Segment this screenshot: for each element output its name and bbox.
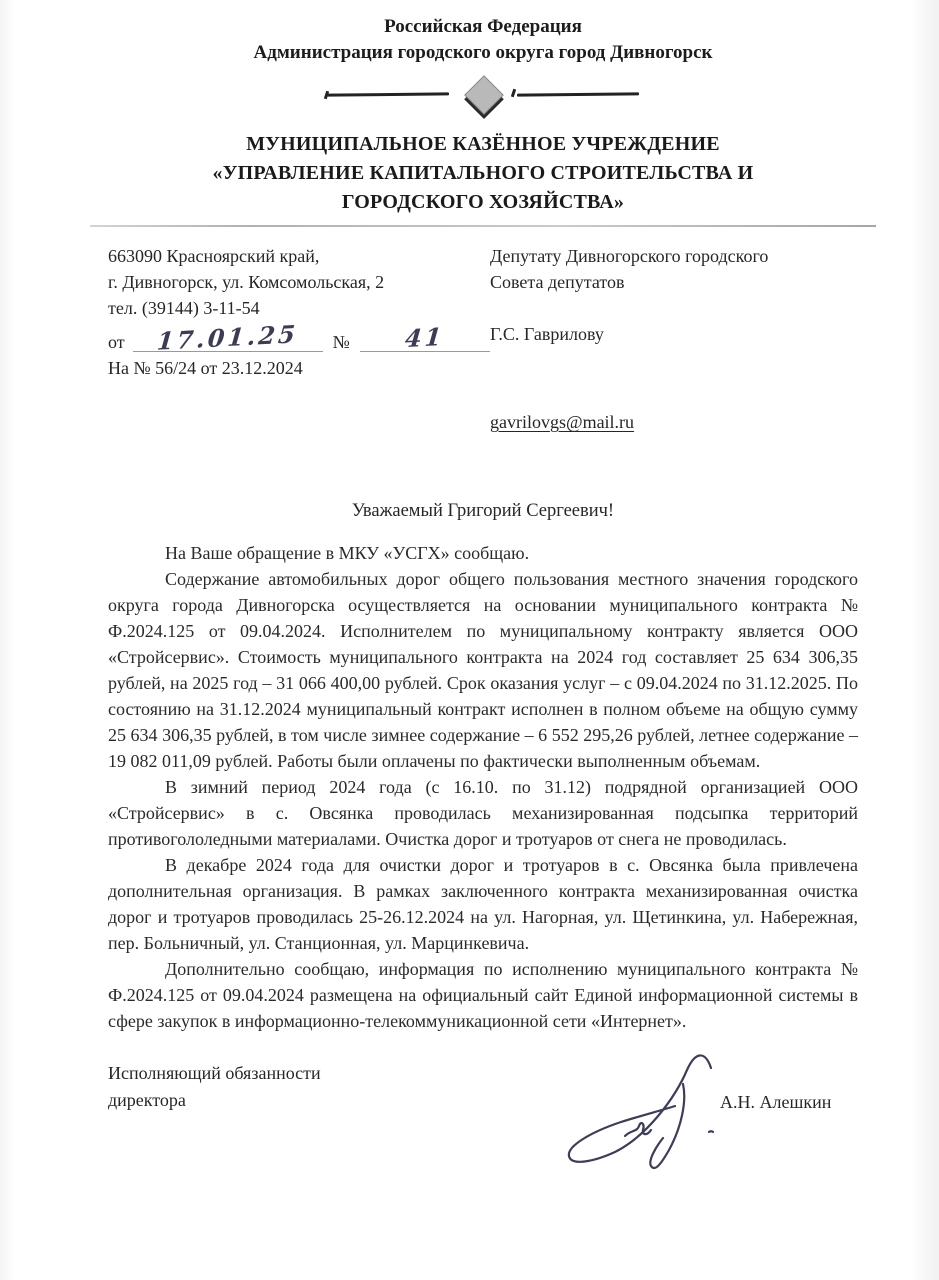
sender-address-line2: г. Дивногорск, ул. Комсомольская, 2 [108,272,385,292]
handwritten-signature-icon [563,1044,733,1184]
salutation: Уважаемый Григорий Сергеевич! [351,501,615,521]
recipient-details [490,243,858,435]
handwritten-date: 17.01.25 [156,319,300,356]
signer-name: А.Н. Алешкин [720,1092,832,1112]
body-paragraph: На Ваше обращение в МКУ «УСГХ» сообщаю. [165,543,530,563]
letterhead-administration: Администрация городского округа город Дивногорск [253,42,713,63]
body-paragraph: Дополнительно сообщаю, информация по исполнению муниципального контракта № Ф.2024.125 от 09.04.2024 размещена на официальный сайт Единой информационной системы в сфере закупок в информационно-телекоммуникационной сети «Интернет». [108,959,858,1031]
signer-position-line2: директора [108,1090,186,1110]
body-paragraph: В зимний период 2024 года (с 16.10. по 31.12) подрядной организацией ООО «Стройсервис» в с. Овсянка проводилась механизированная подсыпка территорий противогололедными материалами. Очистка дорог и тротуаров от снега не проводилась. [108,777,858,849]
divider-line-left [327,92,449,96]
horizontal-rule [90,225,876,227]
diamond-ornament-icon [464,75,504,115]
org-title-line3: ГОРОДСКОГО ХОЗЯЙСТВА» [341,191,625,213]
org-title-line2: «УПРАВЛЕНИЕ КАПИТАЛЬНОГО СТРОИТЕЛЬСТВА И [212,162,754,184]
recipient-line1: Депутату Дивногорского городского [490,246,769,266]
recipient-line2: Совета депутатов [490,272,625,292]
number-field [360,321,490,354]
from-label: от [108,332,125,352]
signer-position [108,1060,438,1114]
signer-position-line1: Исполняющий обязанности [108,1063,321,1083]
letter-body [108,540,858,1034]
incoming-reference: На № 56/24 от 23.12.2024 [108,358,303,378]
date-field [133,319,323,356]
number-label: № [332,332,350,352]
signature-block [108,1060,858,1114]
sender-phone: тел. (39144) 3-11-54 [108,298,260,318]
ornamental-divider [327,78,639,114]
divider-tick-right [511,89,516,98]
letterhead-country: Российская Федерация [384,16,582,37]
sender-address-line1: 663090 Красноярский край, [108,246,320,266]
org-title-line1: МУНИЦИПАЛЬНОЕ КАЗЁННОЕ УЧРЕЖДЕНИЕ [246,133,720,155]
recipient-name: Г.С. Гаврилову [490,324,604,344]
divider-line-right [517,92,639,96]
body-paragraph: Содержание автомобильных дорог общего пользования местного значения городского округа города Дивногорска осуществляется на основании муниципального контракта № Ф.2024.125 от 09.04.2024. Исполнителем по муниципальному контракту является ООО «Стройсервис». Стоимость муниципального контракта на 2024 год составляет 25 634 306,35 рублей, на 2025 год – 31 066 400,00 рублей. Срок оказания услуг – с 09.04.2024 по 31.12.2025. По состоянию на 31.12.2024 муниципальный контракт исполнен в полном объеме на общую сумму 25 634 306,35 рублей, в том числе зимнее содержание – 6 552 295,26 рублей, летнее содержание – 19 082 011,09 рублей. Работы были оплачены по фактически выполненным объемам. [108,569,858,771]
body-paragraph: В декабре 2024 года для очистки дорог и тротуаров в с. Овсянка была привлечена дополнительная организация. В рамках заключенного контракта механизированная очистка дорог и тротуаров проводилась 25-26.12.2024 на ул. Нагорная, ул. Щетинкина, ул. Набережная, пер. Больничный, ул. Станционная, ул. Марцинкевича. [108,855,858,953]
recipient-email: gavrilovgs@mail.ru [490,412,635,432]
registration-line [108,321,490,355]
organization-title [108,130,858,217]
sender-details [108,243,490,435]
handwritten-number: 41 [403,321,446,354]
reference-block [108,243,858,435]
